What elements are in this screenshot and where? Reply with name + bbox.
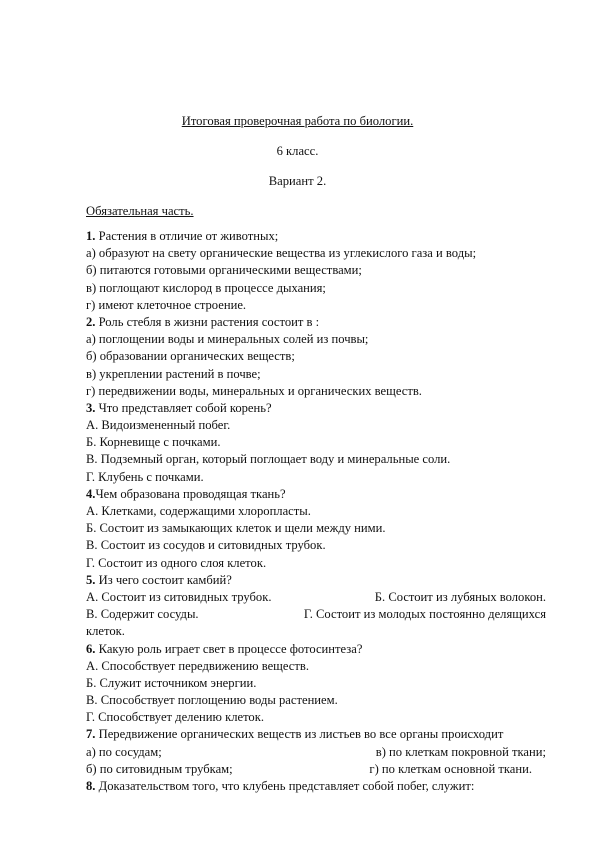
answer-option: а) поглощении воды и минеральных солей из почвы; (86, 332, 369, 347)
question-text: Передвижение органических веществ из листьев во все органы происходит (95, 727, 504, 742)
answer-row (86, 761, 546, 778)
question-text: Из чего состоит камбий? (95, 572, 232, 587)
question-3 (86, 400, 546, 417)
question-8 (86, 778, 546, 795)
answer-option: в) по клеткам покровной ткани; (375, 744, 546, 759)
answer-option: г) передвижении воды, минеральных и органических веществ. (86, 383, 422, 398)
answer-option: б) образовании органических веществ; (86, 349, 295, 364)
answer-option: В. Содержит сосуды. (86, 607, 199, 622)
question-number: 1. (86, 229, 96, 243)
answer-row (86, 744, 546, 761)
answer-option: в) поглощают кислород в процессе дыхания; (86, 280, 326, 295)
question-4 (86, 486, 546, 503)
answer-option: а) образуют на свету органические вещества из углекислого газа и воды; (86, 246, 477, 261)
answer-option: А. Способствует передвижению веществ. (86, 658, 309, 673)
answer-option: А. Видоизмененный побег. (86, 418, 231, 433)
question-6 (86, 641, 546, 658)
questions-body (86, 228, 546, 795)
answer-option: а) по сосудам; (86, 744, 162, 759)
answer-option-continuation: клеток. (86, 624, 125, 639)
answer-option: Г. Клубень с почками. (86, 469, 204, 484)
answer-option: б) питаются готовыми органическими веществами; (86, 263, 362, 278)
answer-option: Б. Состоит из лубяных волокон. (374, 589, 546, 604)
question-1 (86, 228, 546, 245)
answer-option: А. Состоит из ситовидных трубок. (86, 589, 272, 604)
answer-option: А. Клетками, содержащими хлоропласты. (86, 504, 311, 518)
answer-option: г) имеют клеточное строение. (86, 297, 247, 312)
answer-option: Б. Корневище с почками. (86, 435, 221, 450)
question-text: Растения в отличие от животных; (95, 229, 279, 243)
grade-label: 6 класс. (276, 144, 319, 158)
answer-option: Б. Служит источником энергии. (86, 675, 257, 690)
question-number: 7. (86, 727, 96, 742)
answer-option: Г. Способствует делению клеток. (86, 710, 264, 725)
question-number: 6. (86, 641, 96, 656)
answer-option: В. Состоит из сосудов и ситовидных трубок. (86, 538, 326, 553)
answer-option: Г. Состоит из молодых постоянно делящихся (303, 607, 546, 622)
answer-option: В. Способствует поглощению воды растением. (86, 693, 338, 708)
question-number: 3. (86, 400, 96, 415)
answer-option: В. Подземный орган, который поглощает воду и минеральные соли. (86, 452, 451, 467)
answer-row (86, 606, 546, 623)
answer-option: г) по клеткам основной ткани. (369, 761, 532, 776)
variant-label: Вариант 2. (268, 174, 327, 188)
answer-option: Б. Состоит из замыкающих клеток и щели между ними. (86, 521, 386, 536)
question-number: 2. (86, 314, 96, 329)
answer-option: б) по ситовидным трубкам; (86, 761, 233, 776)
answer-option: в) укреплении растений в почве; (86, 366, 261, 381)
section-heading: Обязательная часть. (86, 204, 194, 218)
question-text: Что представляет собой корень? (95, 400, 272, 415)
question-text: Чем образована проводящая ткань? (95, 486, 286, 501)
question-text: Доказательством того, что клубень представляет собой побег, служит: (95, 779, 475, 793)
question-5 (86, 572, 546, 589)
question-number: 5. (86, 572, 96, 587)
question-text: Какую роль играет свет в процессе фотосинтеза? (95, 641, 363, 656)
question-2 (86, 314, 546, 331)
question-number: 4. (86, 486, 96, 501)
question-text: Роль стебля в жизни растения состоит в : (95, 314, 320, 329)
question-number: 8. (86, 779, 96, 793)
question-7 (86, 726, 546, 743)
answer-row (86, 589, 546, 606)
answer-option: Г. Состоит из одного слоя клеток. (86, 555, 267, 570)
document-title: Итоговая проверочная работа по биологии. (181, 114, 414, 128)
